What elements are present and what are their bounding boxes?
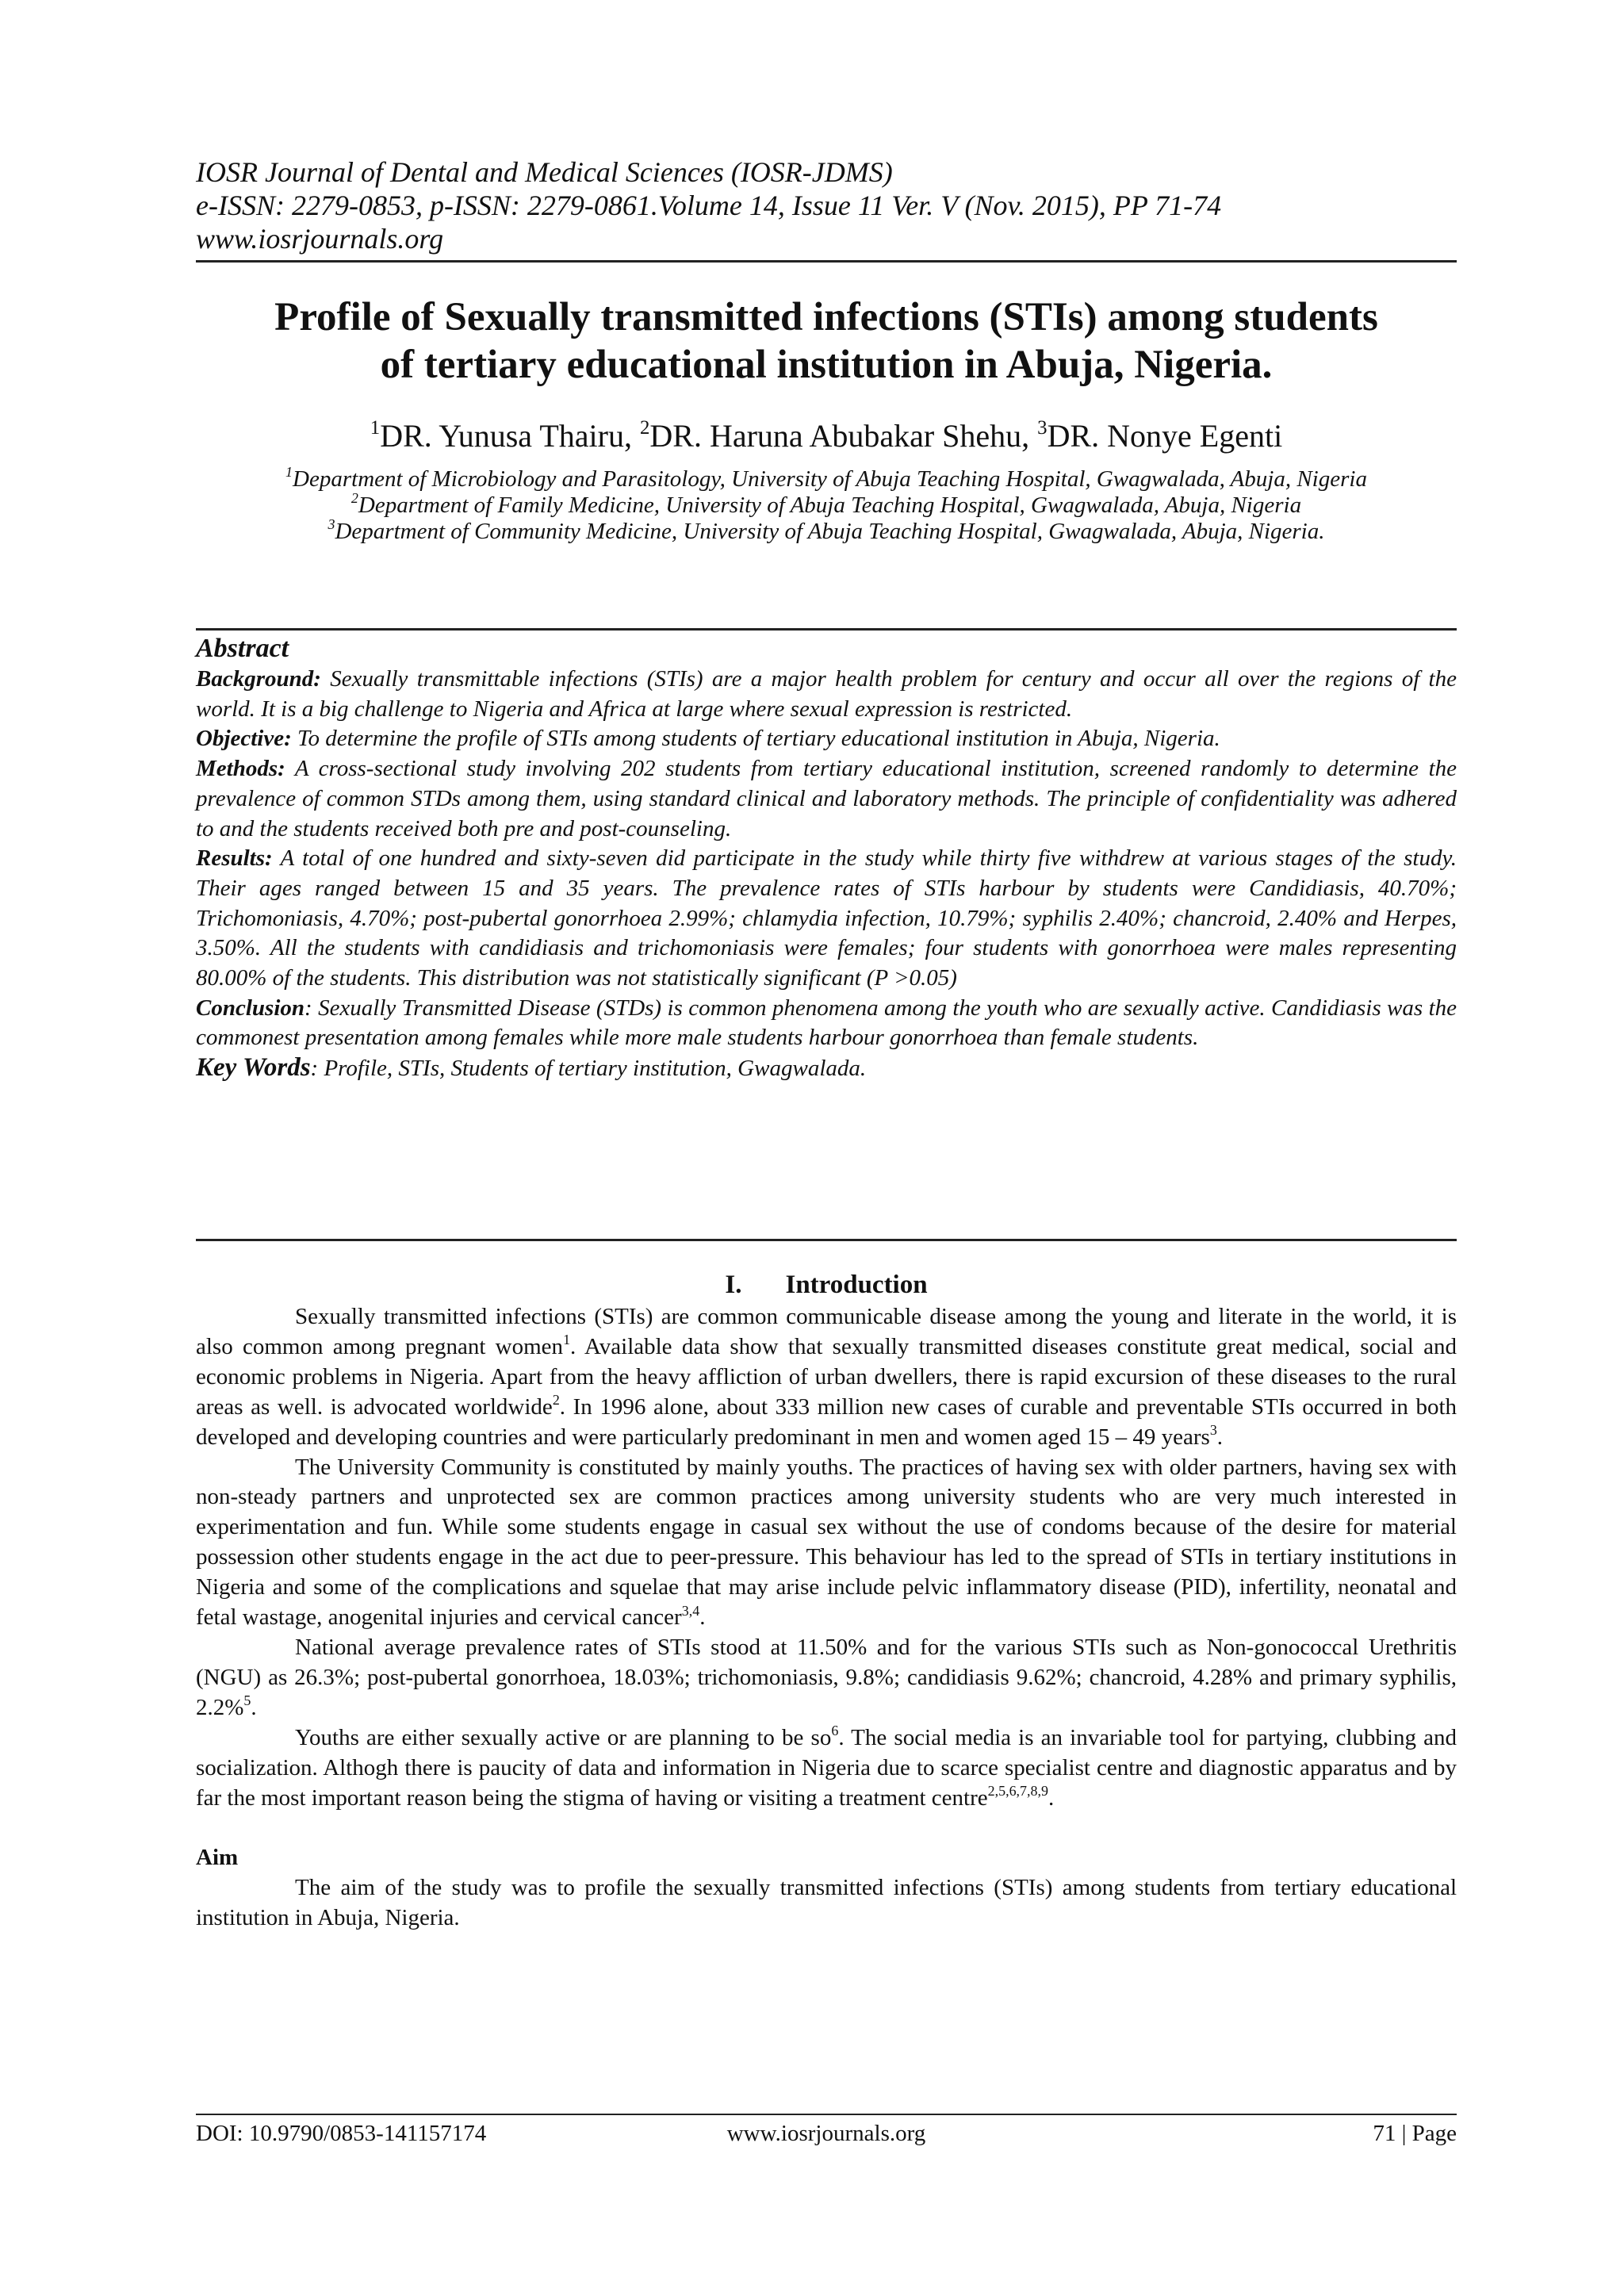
section-title: Introduction — [785, 1271, 928, 1299]
section-number: I. — [725, 1271, 742, 1299]
background-label: Background: — [196, 666, 321, 692]
p2-text-b: . — [699, 1604, 706, 1631]
page-footer — [196, 2118, 1457, 2150]
affiliation-2-number: 2 — [350, 490, 358, 507]
affiliation-1-number: 1 — [285, 464, 293, 481]
intro-paragraph-1 — [196, 1302, 1457, 1453]
keywords-text: : Profile, STIs, Students of tertiary institution, Gwagwalada. — [310, 1056, 867, 1082]
conclusion-text: : Sexually Transmitted Disease (STDs) is common phenomena among the youth who are sexually active. Candidiasis was the commonest presentation among females while more male students harbour gonorrhoea than female students. — [196, 995, 1457, 1051]
results-text: A total of one hundred and sixty-seven did participate in the study while thirty five withdrew at various stages of the study. Their ages ranged between 15 and 35 years. The prevalence rates of STIs harbour by students were Candidiasis, 40.70%; Trichomoniasis, 4.70%; post-pubertal gonorrhoea 2.99%; chlamydia infection, 10.79%; syphilis 2.40%; chancroid, 2.40% and Herpes, 3.50%. All the students with candidiasis and trichomoniasis were females; four students with gonorrhoea were males representing 80.00% of the students. This distribution was not statistically significant (P >0.05) — [196, 845, 1457, 991]
abstract-keywords — [196, 1053, 1457, 1084]
p1-text-d: . — [1216, 1424, 1224, 1450]
p2-text-a: The University Community is constituted by mainly youths. The practices of having sex with older partners, having sex with non-steady partners and unprotected sex are common practices among university students who are very much interested in experimentation and fun. While some students engage in casual sex without the use of condoms because of the desire for material possession other students engage in the act due to peer-pressure. This behaviour has led to the spread of STIs in tertiary institutions in Nigeria and some of the complications and squelae that may arise include pelvic inflammatory disease (PID), infertility, neonatal and fetal wastage, anogenital injuries and cervical cancer — [196, 1454, 1457, 1631]
p1-text-b: . Available data show that sexually transmitted diseases constitute great medical, social and economic problems in Nigeria. Apart from the heavy affliction of urban dwellers, there is rapid excursion of these diseases to the rural areas as well. is advocated worldwide — [196, 1333, 1457, 1420]
footer-divider — [196, 2114, 1457, 2115]
p1-text-a: Sexually transmitted infections (STIs) are common communicable disease among the young and literate in the world, it is also common among pregnant women — [196, 1304, 1457, 1359]
results-label: Results: — [196, 845, 273, 872]
author-3-name: DR. Nonye Egenti — [1047, 418, 1283, 454]
author-1-name: DR. Yunusa Thairu, — [380, 418, 640, 454]
abstract-bottom-divider — [196, 1239, 1457, 1241]
intro-paragraph-3 — [196, 1633, 1457, 1723]
author-3-number: 3 — [1037, 417, 1048, 439]
author-list — [196, 416, 1457, 456]
abstract-objective — [196, 724, 1457, 754]
paper-title — [196, 293, 1457, 389]
objective-label: Objective: — [196, 726, 292, 752]
author-1-number: 1 — [370, 417, 381, 439]
title-line-1: Profile of Sexually transmitted infections (STIs) among students — [274, 295, 1378, 339]
author-2-number: 2 — [639, 417, 650, 439]
abstract-conclusion — [196, 994, 1457, 1053]
title-line-2: of tertiary educational institution in Abuja, Nigeria. — [380, 343, 1273, 387]
journal-name: IOSR Journal of Dental and Medical Sciences (IOSR-JDMS) — [196, 156, 893, 188]
citation-ref: 2,5,6,7,8,9 — [987, 1782, 1048, 1799]
issn-line: e-ISSN: 2279-0853, p-ISSN: 2279-0861.Volume 14, Issue 11 Ver. V (Nov. 2015), PP 71-74 — [196, 190, 1222, 221]
affiliation-3 — [196, 516, 1457, 545]
methods-label: Methods: — [196, 756, 285, 782]
citation-ref: 2 — [552, 1392, 560, 1409]
introduction-heading — [196, 1269, 1457, 1301]
p4-text-a: Youths are either sexually active or are planning to be so — [295, 1724, 832, 1750]
abstract-results — [196, 844, 1457, 994]
p4-text-b: . The social media is an invariable tool for partying, clubbing and socialization. Althogh there is paucity of data and information in Nigeria due to scarce specialist centre and diagnostic apparatus and by far the most important reason being the stigma of having or visiting a treatment centre — [196, 1724, 1457, 1811]
footer-doi: DOI: 10.9790/0853-141157174 — [196, 2121, 487, 2146]
abstract-section — [196, 633, 1457, 1084]
keywords-label: Key Words — [196, 1053, 311, 1083]
citation-ref: 1 — [563, 1332, 571, 1348]
introduction-section — [196, 1269, 1457, 1934]
affiliation-2-text: Department of Family Medicine, University of Abuja Teaching Hospital, Gwagwalada, Abuja, Nigeria — [358, 493, 1302, 518]
citation-ref: 3 — [1209, 1422, 1217, 1439]
citation-ref: 6 — [831, 1723, 839, 1739]
intro-paragraph-4 — [196, 1723, 1457, 1814]
footer-page-number: 71 | Page — [1373, 2121, 1457, 2146]
journal-website: www.iosrjournals.org — [196, 223, 444, 255]
affiliation-1 — [196, 466, 1457, 493]
affiliation-2 — [196, 490, 1457, 519]
p1-text-c: . In 1996 alone, about 333 million new cases of curable and preventable STIs occurred in both developed and developing countries and were particularly predominant in men and women aged 15 – 49 years — [196, 1393, 1457, 1450]
abstract-heading: Abstract — [196, 634, 289, 663]
conclusion-label: Conclusion — [196, 995, 304, 1021]
header-divider — [196, 260, 1457, 263]
affiliation-3-number: 3 — [327, 516, 335, 533]
abstract-top-divider — [196, 628, 1457, 631]
affiliation-3-text: Department of Community Medicine, University of Abuja Teaching Hospital, Gwagwalada, Abuja, Nigeria. — [335, 519, 1325, 544]
methods-text: A cross-sectional study involving 202 students from tertiary educational institution, screened randomly to determine the prevalence of common STDs among them, using standard clinical and laboratory methods. The principle of confidentiality was adhered to and the students received both pre and post-counseling. — [196, 756, 1457, 841]
p3-text-b: . — [251, 1694, 257, 1720]
affiliation-1-text: Department of Microbiology and Parasitology, University of Abuja Teaching Hospital, Gwagwalada, Abuja, Nigeria — [293, 466, 1367, 492]
affiliations — [196, 466, 1457, 545]
p3-text-a: National average prevalence rates of STIs stood at 11.50% and for the various STIs such as Non-gonococcal Urethritis (NGU) as 26.3%; post-pubertal gonorrhoea, 18.03%; trichomoniasis, 9.8%; candidiasis 9.62%; chancroid, 4.28% and primary syphilis, 2.2% — [196, 1634, 1457, 1720]
aim-heading: Aim — [196, 1845, 239, 1871]
citation-ref: 3,4 — [681, 1602, 700, 1619]
abstract-methods — [196, 754, 1457, 844]
author-2-name: DR. Haruna Abubakar Shehu, — [649, 418, 1038, 454]
footer-website: www.iosrjournals.org — [726, 2121, 926, 2146]
intro-paragraph-2 — [196, 1453, 1457, 1633]
aim-paragraph: The aim of the study was to profile the sexually transmitted infections (STIs) among students from tertiary educational institution in Abuja, Nigeria. — [196, 1875, 1457, 1931]
citation-ref: 5 — [243, 1692, 251, 1709]
background-text: Sexually transmittable infections (STIs) are a major health problem for century and occur all over the regions of the world. It is a big challenge to Nigeria and Africa at large where sexual expression is restricted. — [196, 666, 1457, 722]
p4-text-c: . — [1048, 1784, 1055, 1811]
journal-header — [196, 155, 1457, 255]
objective-text: To determine the profile of STIs among students of tertiary educational institution in Abuja, Nigeria. — [291, 726, 1220, 752]
abstract-background — [196, 665, 1457, 724]
